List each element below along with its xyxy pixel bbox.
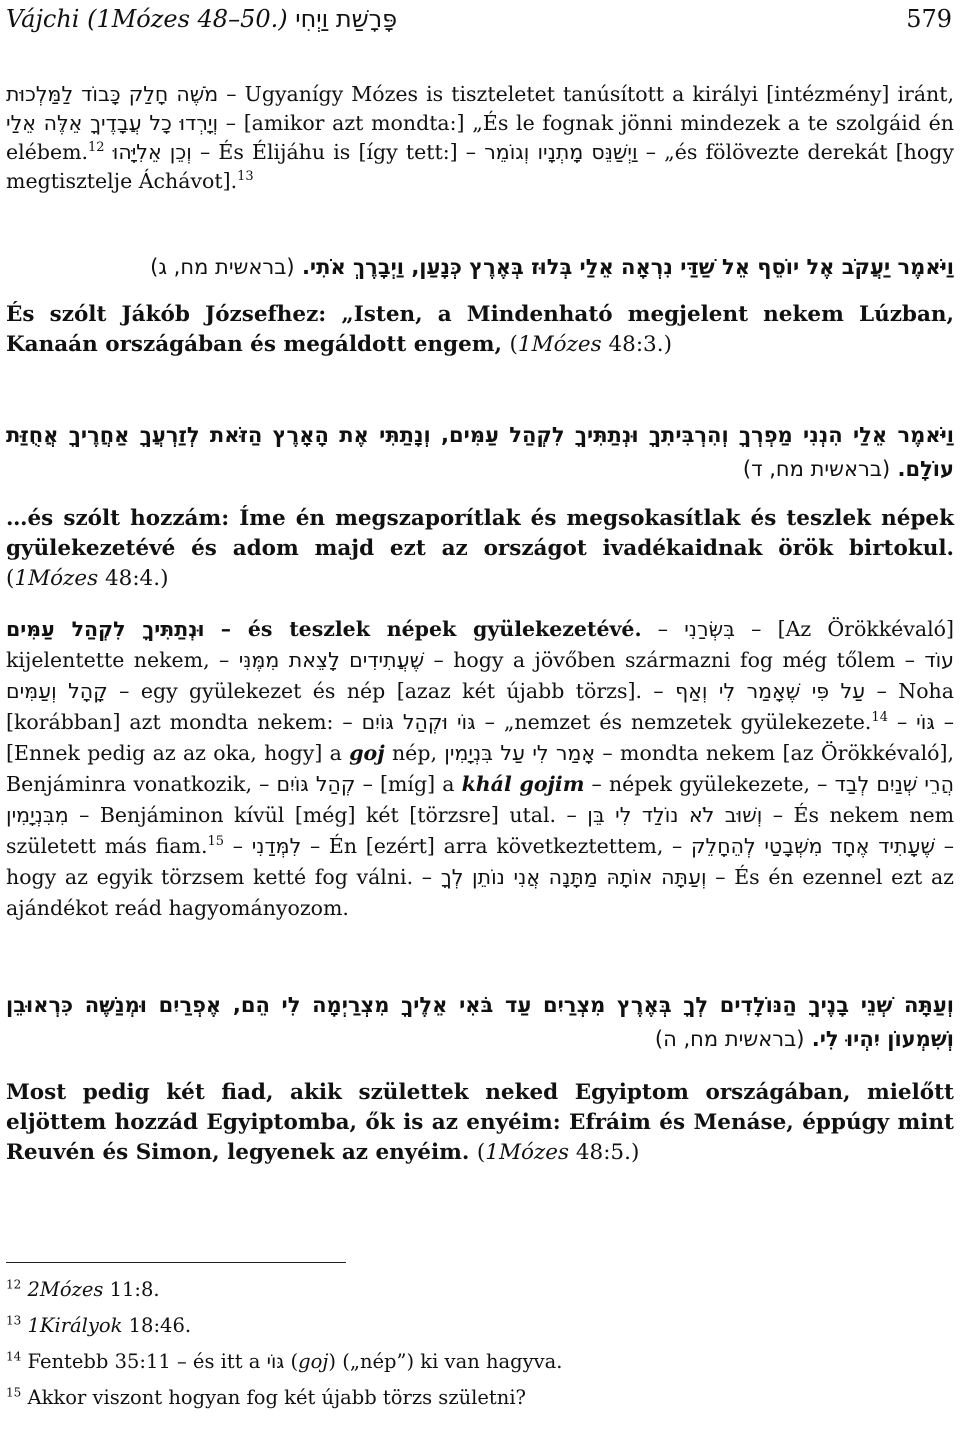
running-title: Vájchi (1Mózes 48–50.) פָּרָשַׁת וַיְחִי xyxy=(6,5,398,33)
footnote-12: $^{12}$ 2Mózes 11:8. xyxy=(6,1277,160,1301)
translation-48-5: Most pedig két fiad, akik születtek neked Egyiptom országában, mielőtt eljöttem hozzád Egyiptomba, ők is az enyéim: Efráim és Menáse, éppúgy mint Reuvén és Simon, legyenek az enyéim. (1Mózes 48:5.) xyxy=(6,1080,954,1165)
hebrew-verse-48-3: וַיֹּאמֶר יַעֲקֹב אֶל יוֹסֵף אֵל שַׁדַּי נִרְאָה אֵלַי בְּלוּז בְּאֶרֶץ כְּנָעַן, וַיְבָרֶךְ אֹתִי. (בראשית מח, ג) xyxy=(150,255,954,279)
verse-reference: (בראשית מח, ה) xyxy=(654,1027,805,1051)
footnote-ref-15: 15 xyxy=(207,834,225,850)
rashi-commentary: וּנְתַתִּיךָ לִקְהַל עַמִּים – és teszlek népek gyülekezetévé. – בִּשְּׂרַנִי – [Az Örökkévaló] kijelentette nekem, – שֶׁעֲתִידִים לָצֵאת מִמֶּנִּי – hogy a jövőben származni fog még tőlem – עוֹד קָהָל וְעַמִּים – egy gyülekezet és nép [azaz két újabb törzs]. – וְאַף עַל פִּי שֶׁאָמַר לִי – Noha [korábban] azt mondta nekem: – גּוֹי וּקְהַל גּוֹיִם – „nemzet és nemzetek gyülekezete.$^{14}$ – גּוֹי – [Ennek pedig az az oka, hogy] a goj nép, אָמַר לִי עַל בִּנְיָמִין – mondta nekem [az Örökkévaló], Benjáminra vonatkozik, – קְהַל גּוֹיִם – [míg] a khál gojim – népek gyülekezete, – הֲרֵי שְׁנַיִם לְבַד מִבִּנְיָמִין – Benjáminon kívül [még] két [törzsre] utal. – וְשׁוּב לֹא נוֹלַד לִי בֵּן – És nekem nem született más fiam.$^{15}$ – לִמְּדַנִי – Én [ezért] arra következtettem, – שֶׁעָתִיד אֶחָד מִשְּׁבָטַי לְהֵחָלֵק – hogy az egyik törzsem ketté fog válni. – וְעַתָּה אוֹתָהּ מַתָּנָה אֲנִי נוֹתֵן לְךָ – És én ezennel ezt az ajándékot reád hagyományozom. xyxy=(6,617,955,920)
footnote-13: $^{13}$ 1Királyok 18:46. xyxy=(6,1313,192,1337)
translation-48-3: És szólt Jákób Józsefhez: „Isten, a Mindenható megjelent nekem Lúzban, Kanaán országában és megáldott engem, (1Mózes 48:3.) xyxy=(6,302,954,357)
footnote-14: $^{14}$ Fentebb 35:11 – és itt a גּוֹי (goj) („nép”) ki van hagyva. xyxy=(6,1349,563,1373)
footnote-ref-14: 14 xyxy=(871,710,888,726)
hebrew-verse-48-5: וְעַתָּה שְׁנֵי בָנֶיךָ הַנּוֹלָדִים לְךָ בְּאֶרֶץ מִצְרַיִם עַד בֹּאִי אֵלֶיךָ מִצְרַיְמָה לִי הֵם, אֶפְרַיִם וּמְנַשֶּׁה כִּרְאוּבֵן וְשִׁמְעוֹן יִהְיוּ לִי. (בראשית מח, ה) xyxy=(6,993,954,1051)
verse-reference: (בראשית מח, ג) xyxy=(150,255,295,279)
verse-reference: (בראשית מח, ד) xyxy=(742,457,891,481)
footnote-ref-12: 12 xyxy=(88,140,105,156)
page-number: 579 xyxy=(906,5,952,33)
footnote-15: $^{15}$ Akkor viszont hogyan fog két újabb törzs születni? xyxy=(6,1385,527,1409)
footnote-ref-13: 13 xyxy=(237,169,254,185)
page-header xyxy=(6,2,954,36)
footnote-divider xyxy=(6,1262,346,1263)
footnotes xyxy=(6,1272,954,1416)
hebrew-verse-48-4: וַיֹּאמֶר אֵלַי הִנְנִי מַפְרְךָ וְהִרְבִּיתִךָ וּנְתַתִּיךָ לִקְהַל עַמִּים, וְנָתַתִּי אֶת הָאָרֶץ הַזֹּאת לְזַרְעֲךָ אַחֲרֶיךָ אֲחֻזַּת עוֹלָם. (בראשית מח, ד) xyxy=(6,423,954,481)
intro-commentary: מֹשֶׁה חָלַק כָּבוֹד לַמַּלְכוּת – Ugyanígy Mózes is tiszteletet tanúsított a királyi [intézmény] iránt, וְיָרְדוּ כָל עֲבָדֶיךָ אֵלֶּה אֵלַי – [amikor azt mondta:] „És le fognak jönni mindezek a te szolgáid én elébem.$^{12}$ וְכֵן אֵלִיָּהוּ – És Élijáhu is [így tett:] – וַיְשַׁנֵּס מָתְנָיו וְגוֹמֵר – „és fölövezte derekát [hogy megtisztelje Áchávot].$^{13}$ xyxy=(6,82,954,193)
parasha-name: פָּרָשַׁת וַיְחִי xyxy=(295,5,398,33)
translation-48-4: …és szólt hozzám: Íme én megszaporítlak és megsokasítlak és teszlek népek gyülekezetévé és adom majd ezt az országot ivadékaidnak örök birtokul. (1Mózes 48:4.) xyxy=(6,506,954,591)
